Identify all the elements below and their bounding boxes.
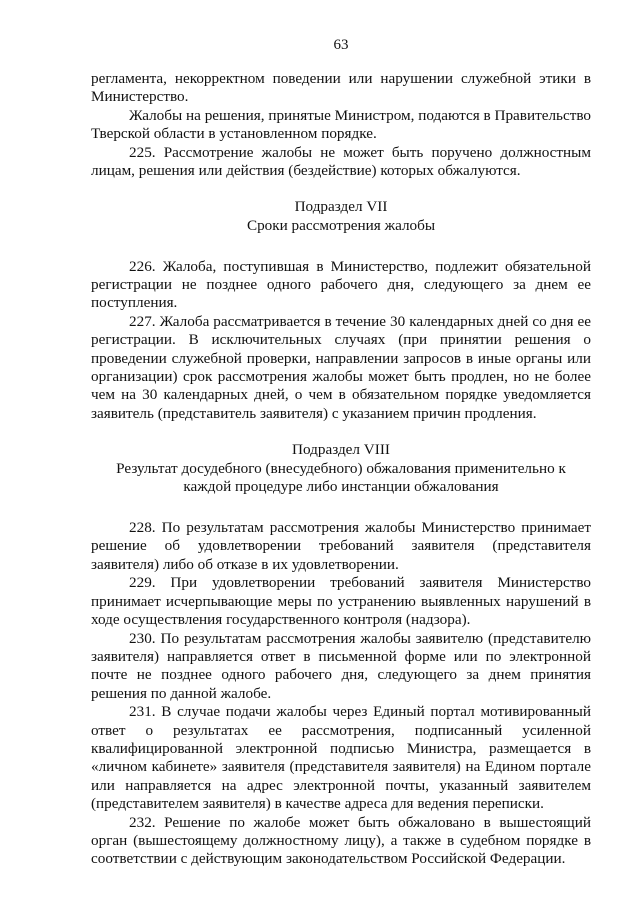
paragraph-226: 226. Жалоба, поступившая в Министерство, подлежит обязательной регистрации не позднее одного рабочего дня, следующего за днем ее поступления. xyxy=(91,257,591,312)
paragraph-continuation: регламента, некорректном поведении или нарушении служебной этики в Министерство. xyxy=(91,70,591,106)
spacer xyxy=(91,497,591,519)
paragraph-228: 228. По результатам рассмотрения жалобы Министерство принимает решение об удовлетворении требований заявителя (представителя заявителя) либо об отказе в их удовлетворении. xyxy=(91,519,591,573)
paragraph-230: 230. По результатам рассмотрения жалобы заявителю (представителю заявителя) направляется ответ в письменной форме или по электронной почте не позднее одного рабочего дня, следующего за днем принятия решения по данной жалобе. xyxy=(91,629,591,702)
paragraph-231: 231. В случае подачи жалобы через Единый портал мотивированный ответ о результатах ее рассмотрения, подписанный усиленной квалифицированной электронной подписью Министра, размещается в «личном кабинете» заявителя (представителя заявителя) на Едином портале или направляется на адрес электронной почты, указанный заявителем (представителем заявителя) в качестве адреса для ведения переписки. xyxy=(91,703,591,813)
subsection-viii-title: Результат досудебного (внесудебного) обжалования применительно к каждой процедуре либо инстанции обжалования xyxy=(116,459,566,496)
paragraph-225: 225. Рассмотрение жалобы не может быть поручено должностным лицам, решения или действия (бездействие) которых обжалуются. xyxy=(91,143,591,180)
page-number: 63 xyxy=(333,37,349,53)
subsection-vii-title: Сроки рассмотрения жалобы xyxy=(246,217,436,235)
paragraph-complaints-government: Жалобы на решения, принятые Министром, подаются в Правительство Тверской области в установленном порядке. xyxy=(91,106,591,143)
paragraph-227: 227. Жалоба рассматривается в течение 30 календарных дней со дня ее регистрации. В исключительных случаях (при принятии решения о проведении служебной проверки, направлении запросов в иные органы или организации) срок рассмотрения жалобы может быть продлен, но не более чем на 30 календарных дней, о чем в обязательном порядке уведомляется заявитель (представитель заявителя) с указанием причин продления. xyxy=(91,312,591,422)
subsection-viii-label: Подраздел VIII xyxy=(292,441,390,459)
spacer xyxy=(91,236,591,258)
subsection-vii-label: Подраздел VII xyxy=(294,198,388,216)
spacer xyxy=(91,423,591,441)
document-page xyxy=(91,36,591,869)
paragraph-232: 232. Решение по жалобе может быть обжаловано в вышестоящий орган (вышестоящему должностному лицу), а также в судебном порядке в соответствии с действующим законодательством Российской Федерации. xyxy=(91,813,591,868)
spacer xyxy=(91,180,591,198)
paragraph-229: 229. При удовлетворении требований заявителя Министерство принимает исчерпывающие меры по устранению выявленных нарушений в ходе осуществления государственного контроля (надзора). xyxy=(91,574,591,629)
